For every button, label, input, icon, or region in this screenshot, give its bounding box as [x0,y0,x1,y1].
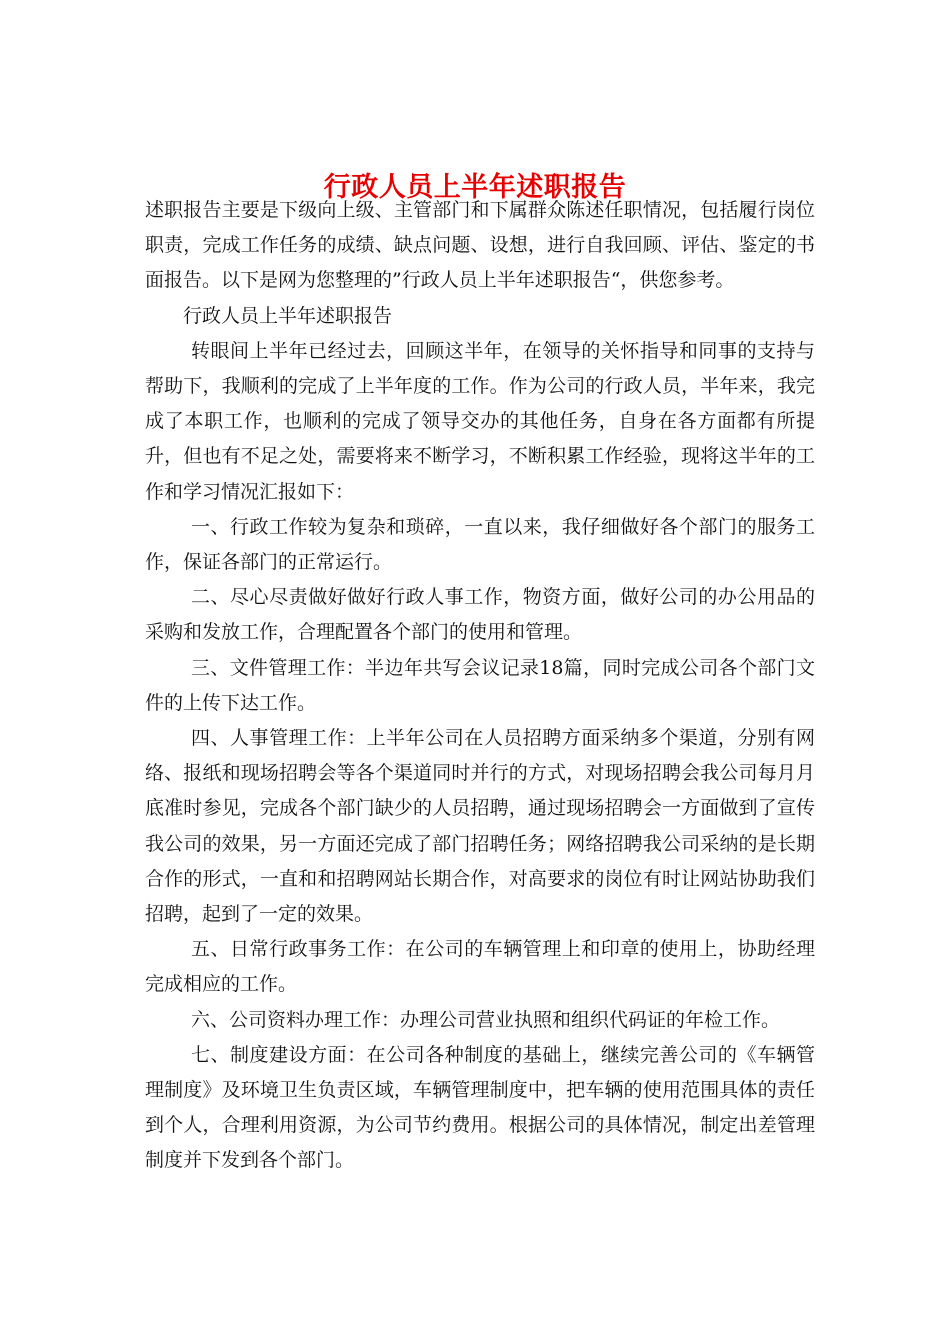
document-body [145,193,815,1179]
item-paragraph-3: 三、文件管理工作：半边年共写会议记录18篇，同时完成公司各个部门文件的上传下达工作。 [145,656,815,714]
item-paragraph-6: 六、公司资料办理工作：办理公司营业执照和组织代码证的年检工作。 [191,1008,781,1031]
intro-paragraph: 述职报告主要是下级向上级、主管部门和下属群众陈述任职情况，包括履行岗位职责，完成工作任务的成绩、缺点问题、设想，进行自我回顾、评估、鉴定的书面报告。以下是网为您整理的”行政人员上半年述职报告“，供您参考。 [145,199,815,292]
item-paragraph-4: 四、人事管理工作：上半年公司在人员招聘方面采纳多个渠道，分别有网络、报纸和现场招聘会等各个渠道同时并行的方式，对现场招聘会我公司每月月底准时参见，完成各个部门缺少的人员招聘，通过现场招聘会一方面做到了宣传我公司的效果，另一方面还完成了部门招聘任务；网络招聘我公司采纳的是长期合作的形式，一直和和招聘网站长期合作，对高要求的岗位有时让网站协助我们招聘，起到了一定的效果。 [145,727,815,926]
item-paragraph-7: 七、制度建设方面：在公司各种制度的基础上，继续完善公司的《车辆管理制度》及环境卫生负责区域，车辆管理制度中，把车辆的使用范围具体的责任到个人，合理利用资源，为公司节约费用。根据公司的具体情况，制定出差管理制度并下发到各个部门。 [145,1043,815,1172]
subheading: 行政人员上半年述职报告 [183,304,393,327]
item-paragraph-5: 五、日常行政事务工作：在公司的车辆管理上和印章的使用上，协助经理完成相应的工作。 [145,938,815,996]
document-title: 行政人员上半年述职报告 [323,172,627,204]
body-paragraph: 转眼间上半年已经过去，回顾这半年，在领导的关怀指导和同事的支持与帮助下，我顺利的完成了上半年度的工作。作为公司的行政人员，半年来，我完成了本职工作，也顺利的完成了领导交办的其他任务，自身在各方面都有所提升，但也有不足之处，需要将来不断学习，不断积累工作经验，现将这半年的工作和学习情况汇报如下： [145,339,815,503]
item-paragraph-1: 一、行政工作较为复杂和琐碎，一直以来，我仔细做好各个部门的服务工作，保证各部门的正常运行。 [145,515,815,574]
item-paragraph-2: 二、尽心尽责做好做好行政人事工作，物资方面，做好公司的办公用品的采购和发放工作，合理配置各个部门的使用和管理。 [145,586,815,644]
